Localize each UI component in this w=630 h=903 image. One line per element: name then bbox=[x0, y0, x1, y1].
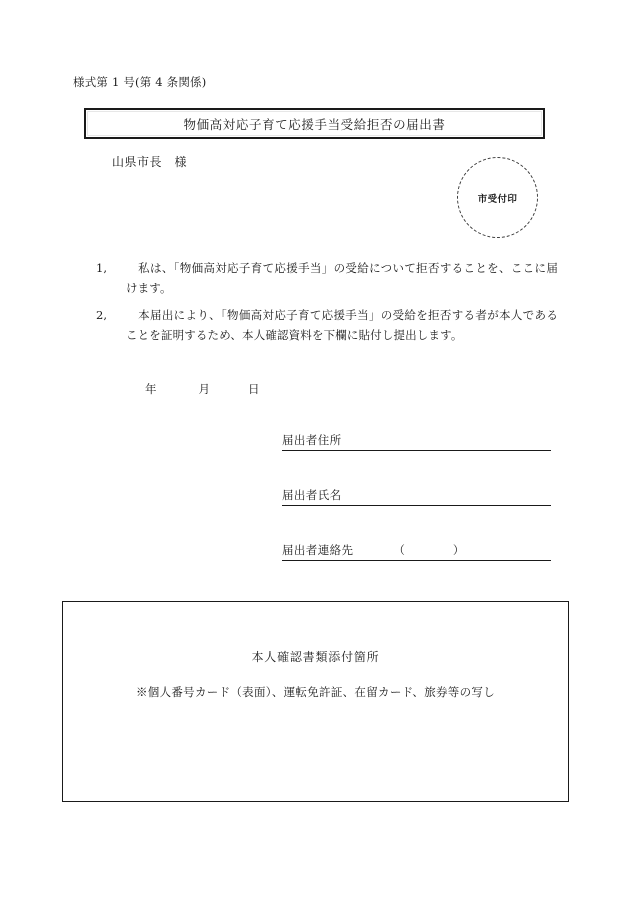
clause-number: 2, bbox=[96, 308, 107, 322]
page-title: 物価高対応子育て応援手当受給拒否の届出書 bbox=[183, 116, 446, 132]
date-day-label: 日 bbox=[248, 382, 260, 396]
reception-seal-stamp bbox=[457, 157, 538, 238]
attachment-box-note: ※個人番号カード（表面）、運転免許証、在留カード、旅券等の写し bbox=[135, 685, 495, 699]
field-reporter-contact[interactable] bbox=[282, 539, 551, 561]
clause-text-wrapper bbox=[126, 305, 558, 345]
date-year-label: 年 bbox=[145, 382, 157, 396]
clause-text: 本届出により、「物価高対応子育て応援手当」の受給を拒否する者が本人であることを証明するため、本人確認資料を下欄に貼付し提出します。 bbox=[126, 308, 558, 342]
field-reporter-address[interactable] bbox=[282, 429, 551, 451]
date-entry-line[interactable] bbox=[145, 381, 260, 397]
attachment-box[interactable] bbox=[62, 601, 569, 802]
clause-list bbox=[96, 258, 558, 352]
field-contact-parentheses: （ ） bbox=[393, 543, 465, 557]
clause-item bbox=[96, 258, 558, 298]
clause-number: 1, bbox=[96, 261, 107, 275]
addressee-line: 山県市長 様 bbox=[112, 155, 188, 169]
clause-text: 私は、「物価高対応子育て応援手当」の受給について拒否することを、ここに届けます。 bbox=[126, 261, 558, 295]
field-reporter-name[interactable] bbox=[282, 484, 551, 506]
form-number: 様式第 1 号(第 4 条関係) bbox=[73, 75, 207, 89]
date-month-label: 月 bbox=[198, 382, 210, 396]
field-label-name: 届出者氏名 bbox=[282, 488, 342, 502]
attachment-box-title: 本人確認書類添付箇所 bbox=[251, 650, 380, 664]
reception-seal-label: 市受付印 bbox=[477, 193, 518, 205]
field-label-address: 届出者住所 bbox=[282, 433, 342, 447]
field-label-contact: 届出者連絡先 bbox=[282, 543, 354, 557]
title-box bbox=[84, 108, 545, 139]
clause-item bbox=[96, 305, 558, 345]
clause-text-wrapper bbox=[126, 258, 558, 298]
